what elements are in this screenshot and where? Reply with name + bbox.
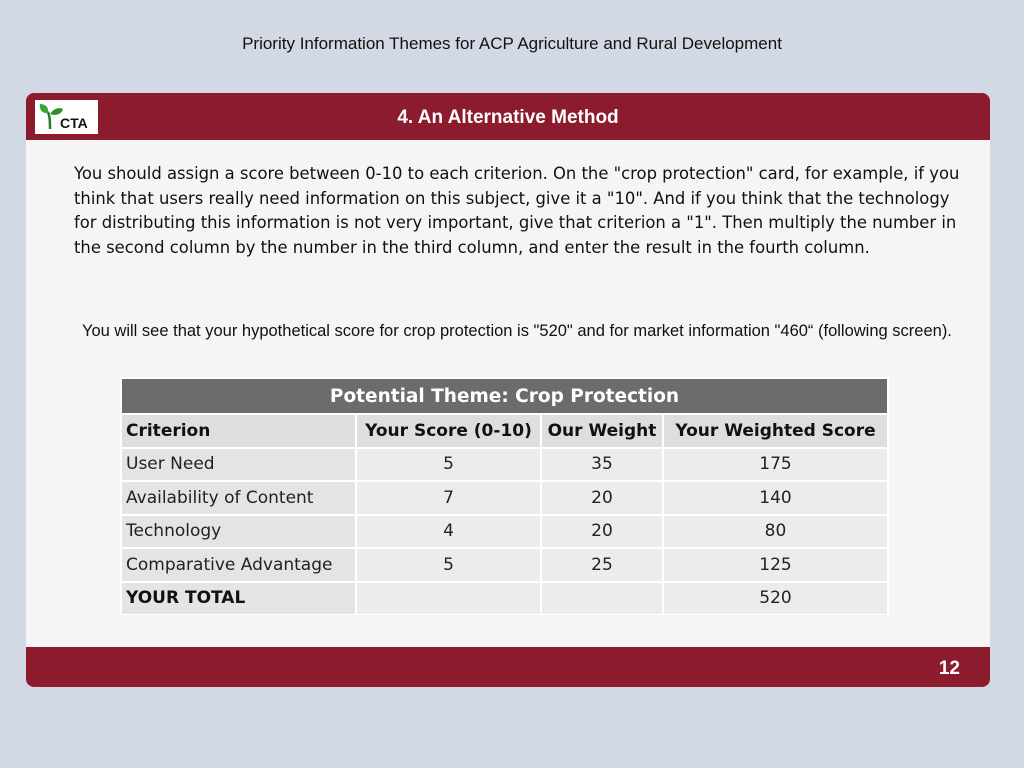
total-label: YOUR TOTAL — [122, 583, 355, 615]
slide-card — [26, 93, 990, 687]
instructions-paragraph: You should assign a score between 0-10 to each criterion. On the "crop protection" card, for example, if you think that users really need information on this subject, give it a "10". And if you think that the technology for distributing this information is not very important, give that criterion a "1". Then multiply the number in the second column by the number in the third column, and enter the result in the fourth column. — [74, 164, 960, 257]
note-paragraph: You will see that your hypothetical score for crop protection is "520" and for market information "460“ (following screen). — [82, 322, 952, 340]
score-cell: 5 — [357, 549, 540, 581]
crop-protection-table — [120, 377, 889, 616]
weighted-score-cell: 125 — [664, 549, 887, 581]
weighted-score-cell: 140 — [664, 482, 887, 514]
table-row — [122, 482, 887, 514]
header-your-score: Your Score (0-10) — [357, 415, 540, 447]
header-our-weight: Our Weight — [542, 415, 662, 447]
table-row — [122, 516, 887, 548]
score-cell — [357, 583, 540, 615]
weight-cell — [542, 583, 662, 615]
table-header-row — [122, 415, 887, 447]
slide-title: 4. An Alternative Method — [397, 107, 619, 128]
criterion-cell: Technology — [122, 516, 355, 548]
score-cell: 5 — [357, 449, 540, 481]
header-bar — [26, 93, 990, 140]
table-row — [122, 549, 887, 581]
footer-bar — [26, 647, 990, 687]
total-row — [122, 583, 887, 615]
table-row — [122, 449, 887, 481]
header-weighted-score: Your Weighted Score — [664, 415, 887, 447]
weight-cell: 20 — [542, 516, 662, 548]
logo-text: CTA — [60, 115, 88, 131]
table-title: Potential Theme: Crop Protection — [122, 379, 887, 413]
criterion-cell: User Need — [122, 449, 355, 481]
header-criterion: Criterion — [122, 415, 355, 447]
criterion-cell: Availability of Content — [122, 482, 355, 514]
weight-cell: 25 — [542, 549, 662, 581]
score-table — [120, 377, 889, 615]
weighted-score-cell: 80 — [664, 516, 887, 548]
total-weighted-score: 520 — [664, 583, 887, 615]
criterion-cell: Comparative Advantage — [122, 549, 355, 581]
score-cell: 4 — [357, 516, 540, 548]
weighted-score-cell: 175 — [664, 449, 887, 481]
weight-cell: 20 — [542, 482, 662, 514]
page-number: 12 — [938, 658, 960, 679]
weight-cell: 35 — [542, 449, 662, 481]
score-cell: 7 — [357, 482, 540, 514]
presentation-title: Priority Information Themes for ACP Agriculture and Rural Development — [242, 34, 782, 53]
